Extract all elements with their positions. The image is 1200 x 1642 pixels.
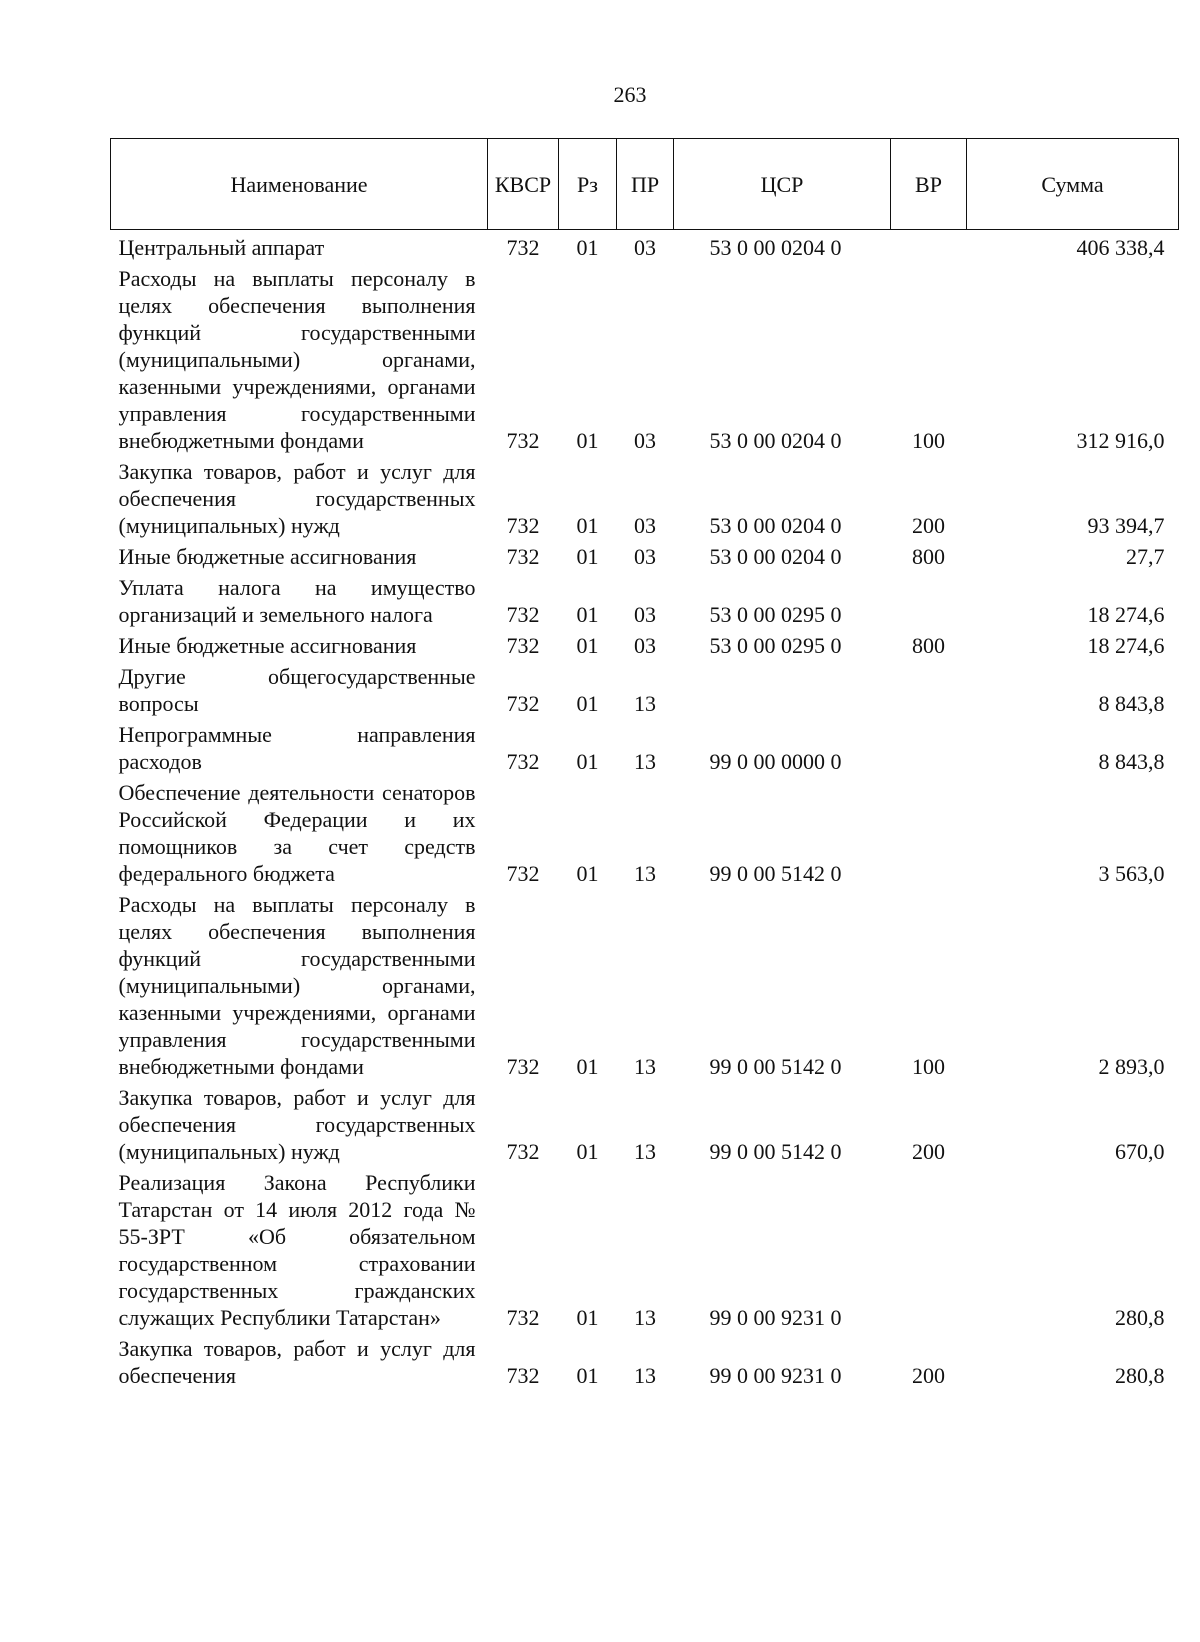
table-body xyxy=(111,230,1179,1392)
row-name: Закупка товаров, работ и услуг для обеспечения xyxy=(118,1336,476,1388)
row-csr: 99 0 00 0000 0 xyxy=(709,749,842,774)
row-sum: 18 274,6 xyxy=(1087,602,1165,627)
row-sum: 27,7 xyxy=(1126,544,1165,569)
row-vr xyxy=(891,777,967,889)
row-rz: 01 xyxy=(576,602,599,627)
row-csr xyxy=(674,661,891,719)
row-name: Иные бюджетные ассигнования xyxy=(118,633,417,658)
row-name: Закупка товаров, работ и услуг для обеспечения государственных (муниципальных) нужд xyxy=(118,459,476,538)
row-rz: 01 xyxy=(576,544,599,569)
row-csr: 53 0 00 0295 0 xyxy=(709,633,842,658)
row-csr: 53 0 00 0295 0 xyxy=(709,602,842,627)
row-sum: 8 843,8 xyxy=(1098,749,1165,774)
table-row xyxy=(111,263,1179,456)
header-rz: Рз xyxy=(559,139,617,230)
row-vr: 800 xyxy=(912,544,945,569)
row-vr: 200 xyxy=(912,1139,945,1164)
table-row xyxy=(111,1333,1179,1391)
row-name: Центральный аппарат xyxy=(118,235,325,260)
row-rz: 01 xyxy=(576,691,599,716)
row-name: Обеспечение деятельности сенаторов Российской Федерации и их помощников за счет средств федерального бюджета xyxy=(118,780,476,886)
header-name: Наименование xyxy=(111,139,488,230)
row-pr: 13 xyxy=(634,861,656,886)
row-csr: 53 0 00 0204 0 xyxy=(709,544,842,569)
table-row xyxy=(111,1082,1179,1167)
table-row xyxy=(111,230,1179,264)
header-vr: ВР xyxy=(891,139,967,230)
row-csr: 99 0 00 9231 0 xyxy=(709,1363,842,1388)
row-kvsr: 732 xyxy=(506,633,540,658)
row-rz: 01 xyxy=(576,861,599,886)
row-vr: 200 xyxy=(912,1363,945,1388)
table-row xyxy=(111,889,1179,1082)
row-sum: 312 916,0 xyxy=(1076,428,1165,453)
table-row xyxy=(111,719,1179,777)
header-kvsr: КВСР xyxy=(488,139,559,230)
row-pr: 13 xyxy=(634,1363,656,1388)
row-sum: 18 274,6 xyxy=(1087,633,1165,658)
row-csr: 99 0 00 5142 0 xyxy=(709,1139,842,1164)
row-pr: 03 xyxy=(634,602,656,627)
row-pr: 13 xyxy=(634,1139,656,1164)
row-sum: 93 394,7 xyxy=(1087,513,1165,538)
row-csr: 99 0 00 5142 0 xyxy=(709,861,842,886)
row-kvsr: 732 xyxy=(506,1363,540,1388)
row-pr: 03 xyxy=(634,428,656,453)
budget-table xyxy=(110,138,1179,1391)
row-kvsr: 732 xyxy=(506,1054,540,1079)
row-rz: 01 xyxy=(576,1305,599,1330)
table-row xyxy=(111,456,1179,541)
row-kvsr: 732 xyxy=(506,544,540,569)
row-sum: 406 338,4 xyxy=(1076,235,1165,260)
table-row xyxy=(111,572,1179,630)
row-vr: 200 xyxy=(912,513,945,538)
row-kvsr: 732 xyxy=(506,235,540,260)
row-rz: 01 xyxy=(576,1363,599,1388)
row-csr: 53 0 00 0204 0 xyxy=(709,513,842,538)
row-kvsr: 732 xyxy=(506,1139,540,1164)
row-name: Закупка товаров, работ и услуг для обеспечения государственных (муниципальных) нужд xyxy=(118,1085,476,1164)
row-csr: 99 0 00 5142 0 xyxy=(709,1054,842,1079)
row-sum: 8 843,8 xyxy=(1098,691,1165,716)
row-sum: 670,0 xyxy=(1115,1139,1165,1164)
table-header xyxy=(111,139,1179,230)
row-csr: 53 0 00 0204 0 xyxy=(709,428,842,453)
row-sum: 2 893,0 xyxy=(1098,1054,1165,1079)
row-vr xyxy=(891,572,967,630)
row-csr: 53 0 00 0204 0 xyxy=(709,235,842,260)
row-kvsr: 732 xyxy=(506,691,540,716)
row-kvsr: 732 xyxy=(506,602,540,627)
row-sum: 3 563,0 xyxy=(1098,861,1165,886)
row-name: Другие общегосударственные вопросы xyxy=(118,664,476,716)
row-vr xyxy=(891,1167,967,1333)
row-vr: 100 xyxy=(912,428,945,453)
row-pr: 03 xyxy=(634,633,656,658)
header-pr: ПР xyxy=(617,139,674,230)
row-pr: 13 xyxy=(634,749,656,774)
table-row xyxy=(111,630,1179,661)
row-vr xyxy=(891,719,967,777)
row-rz: 01 xyxy=(576,633,599,658)
row-kvsr: 732 xyxy=(506,428,540,453)
row-csr: 99 0 00 9231 0 xyxy=(709,1305,842,1330)
row-pr: 03 xyxy=(634,513,656,538)
row-name: Уплата налога на имущество организаций и земельного налога xyxy=(118,575,476,627)
row-name: Расходы на выплаты персоналу в целях обеспечения выполнения функций государственными (муниципальными) органами, казенными учреждениями, органами управления государственными внебюджетными фондами xyxy=(118,266,476,453)
header-sum: Сумма xyxy=(967,139,1179,230)
row-name: Иные бюджетные ассигнования xyxy=(118,544,417,569)
row-pr: 03 xyxy=(634,235,656,260)
table-row xyxy=(111,541,1179,572)
page-number: 263 xyxy=(613,82,647,107)
table-row xyxy=(111,1167,1179,1333)
row-vr xyxy=(891,661,967,719)
row-kvsr: 732 xyxy=(506,749,540,774)
row-kvsr: 732 xyxy=(506,513,540,538)
row-vr xyxy=(891,230,967,264)
row-pr: 13 xyxy=(634,691,656,716)
row-rz: 01 xyxy=(576,1054,599,1079)
row-vr: 800 xyxy=(912,633,945,658)
row-sum: 280,8 xyxy=(1115,1363,1165,1388)
row-rz: 01 xyxy=(576,749,599,774)
row-kvsr: 732 xyxy=(506,861,540,886)
row-vr: 100 xyxy=(912,1054,945,1079)
table-row xyxy=(111,777,1179,889)
row-pr: 13 xyxy=(634,1305,656,1330)
table-row xyxy=(111,661,1179,719)
row-rz: 01 xyxy=(576,1139,599,1164)
row-rz: 01 xyxy=(576,428,599,453)
row-rz: 01 xyxy=(576,235,599,260)
row-name: Расходы на выплаты персоналу в целях обеспечения выполнения функций государственными (муниципальными) органами, казенными учреждениями, органами управления государственными внебюджетными фондами xyxy=(118,892,476,1079)
row-name: Непрограммные направления расходов xyxy=(118,722,476,774)
row-pr: 13 xyxy=(634,1054,656,1079)
row-name: Реализация Закона Республики Татарстан от 14 июля 2012 года № 55-ЗРТ «Об обязательном государственном страховании государственных гражданских служащих Республики Татарстан» xyxy=(118,1170,476,1330)
row-pr: 03 xyxy=(634,544,656,569)
row-sum: 280,8 xyxy=(1115,1305,1165,1330)
header-csr: ЦСР xyxy=(674,139,891,230)
row-kvsr: 732 xyxy=(506,1305,540,1330)
row-rz: 01 xyxy=(576,513,599,538)
